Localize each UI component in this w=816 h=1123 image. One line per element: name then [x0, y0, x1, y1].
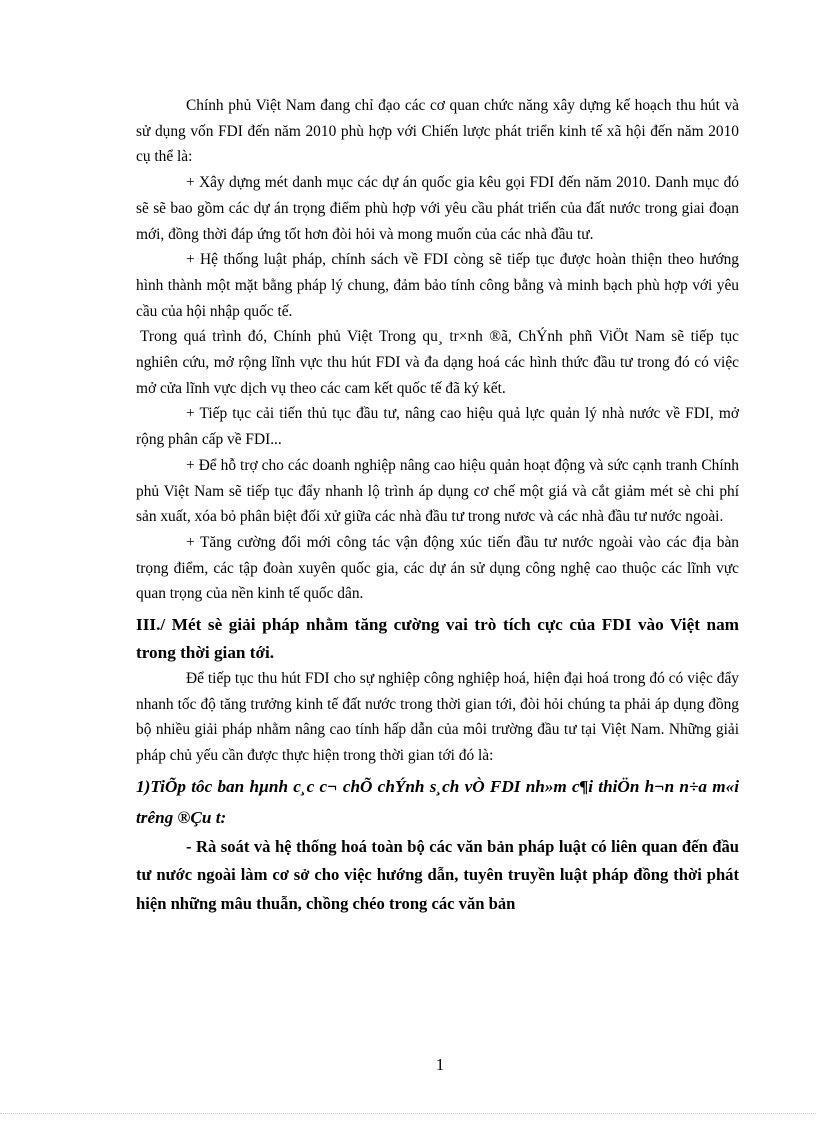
document-body — [136, 93, 739, 918]
paragraph-bullet-promotion: + Tăng cường đổi mới công tác vận động xúc tiến đầu tư nước ngoài vào các địa bàn trọng điểm, các tập đoàn xuyên quốc gia, các dự án sử dụng công nghệ cao thuộc các lĩnh vực quan trọng của nền kinh tế quốc dân. — [136, 533, 739, 603]
section-heading-iii: III./ Mét sè giải pháp nhằm tăng cường vai trò tích cực của FDI vào Việt nam trong thời gian tới. — [136, 615, 739, 662]
paragraph-bullet-procedures: + Tiếp tục cải tiến thủ tục đầu tư, nâng cao hiệu quả lực quản lý nhà nước về FDI, mở rộng phân cấp về FDI... — [136, 405, 739, 449]
paragraph-review-legal-docs: - Rà soát và hệ thống hoá toàn bộ các văn bản pháp luật có liên quan đến đầu tư nước ngoài làm cơ sở cho việc hướng dẫn, tuyên truyền luật pháp đồng thời phát hiện những mâu thuẫn, chồng chéo trong các văn bản — [136, 836, 739, 913]
paragraph-bullet-support: + Để hỗ trợ cho các doanh nghiệp nâng cao hiệu quản hoạt động và sức cạnh tranh Chính phủ Việt Nam sẽ tiếp tục đẩy nhanh lộ trình áp dụng cơ chế một giá và cắt giảm mét sè chi phí sản xuất, xóa bỏ phân biệt đối xử giữa các nhà đầu tư trong nươc và các nhà đầu tư nước ngoài. — [136, 456, 739, 526]
page-bottom-border — [0, 1113, 816, 1114]
paragraph-bullet-legal-system: + Hệ thống luật pháp, chính sách về FDI còng sẽ tiếp tục được hoàn thiện theo hướng hình thành một mặt bằng pháp lý chung, đảm bảo tính công bằng và minh bạch phù hợp với yêu cầu của hội nhập quốc tế. — [136, 251, 739, 320]
subsection-heading-1: 1)TiÕp tôc ban hµnh c¸c c¬ chÕ chÝnh s¸ch vÒ FDI nh»m c¶i thiÖn h¬n n÷a m«i trêng ®Çu t: — [136, 776, 739, 827]
page-number: 1 — [435, 1055, 445, 1074]
paragraph-intro: Chính phủ Việt Nam đang chỉ đạo các cơ quan chức năng xây dựng kế hoạch thu hút và sử dụng vốn FDI đến năm 2010 phù hợp với Chiến lược phát triển kinh tế xã hội đến năm 2010 cụ thể là: — [136, 97, 739, 166]
paragraph-solutions-intro: Để tiếp tục thu hút FDI cho sự nghiệp công nghiệp hoá, hiện đại hoá trong đó có việc đẩy nhanh tốc độ tăng trưởng kinh tế đất nước trong thời gian tới, đòi hỏi chúng ta phải áp dụng đồng bộ nhiều giải pháp nhằm nâng cao tính hấp dẫn của môi trường đầu tư tại Việt Nam. Những giải pháp chủ yếu cần được thực hiện trong thời gian tới đó là: — [136, 670, 739, 765]
paragraph-process: Trong quá trình đó, Chính phủ Việt Trong qu¸ tr×nh ®ã, ChÝnh phñ ViÖt Nam sẽ tiếp tục nghiên cứu, mở rộng lĩnh vực thu hút FDI và đa dạng hoá các hình thức đầu tư trong đó có việc mở cửa lĩnh vực dịch vụ theo các cam kết quốc tế đã ký kết. — [136, 328, 739, 397]
paragraph-bullet-project-list: + Xây dựng mét danh mục các dự án quốc gia kêu gọi FDI đến năm 2010. Danh mục đó sẽ sẽ bao gồm các dự án trọng điểm phù hợp với yêu cầu phát triển của đất nước trong giai đoạn mới, đồng thời đáp ứng tốt hơn đòi hỏi và mong muốn của các nhà đầu tư. — [136, 174, 739, 243]
